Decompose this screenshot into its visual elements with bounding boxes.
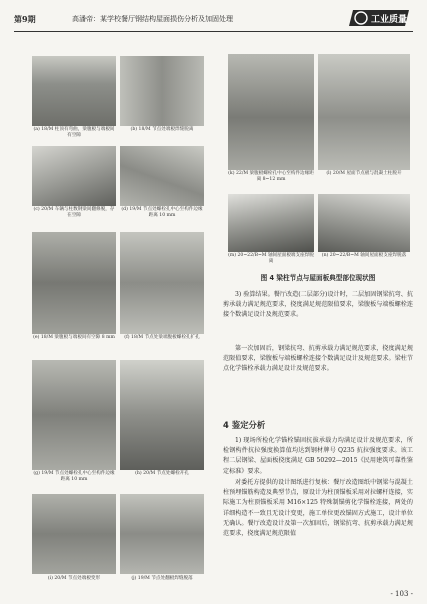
photo-e-image	[32, 232, 116, 334]
caption-c: (c) 20/M 车辆与柱数钢梁间翻修脱，存在空隙	[33, 207, 115, 218]
photo-k-image	[228, 54, 314, 170]
photo-f	[120, 232, 204, 352]
photo-a-image	[32, 56, 116, 126]
photo-e	[32, 232, 116, 352]
paragraph-1-text: 3) 验算结果。餐厅改造(二层部分)设计时，二层加固钢梁抗弯、抗剪承载力满足规范要求，挠度满足规范限值要求，梁腹板与端板螺栓连接个数满足设计及规范要求。	[223, 291, 413, 319]
running-title: 高潘帝：某学校餐厅钢结构屋面损伤分析及加固处理	[72, 15, 233, 23]
caption-a: (a) 18/M 柱顶有弯曲，梁腹板与端板间有空隙	[33, 127, 115, 138]
caption-g: (g) 19/M 节点处螺栓孔中心至构件边缘距离 10 mm	[33, 471, 115, 482]
photo-d-image	[120, 146, 204, 206]
figure-title: 图 4 梁柱节点与屋面板典型部位现状图	[260, 274, 376, 282]
photo-k	[228, 54, 314, 188]
page-number: - 103 -	[390, 590, 413, 598]
paragraph-4-text: 对委托方提供的设计图纸进行复核：餐厅改造图纸中钢梁与混凝土柱预埋锚筋构造及典型节点，原设计为柱顶锚板采用对拉螺杆连接，实际施工为柱顶锚板采用 M16×125 特殊制锚剪化学锚栓连接，两处的详细构造不一致且无设计变更，施工单位更改锚固方式施工，设计单位无确认。餐厅改造设计及第一次加固后，钢梁抗弯、抗剪承载力满足规范要求，挠度满足规范限值	[223, 479, 413, 538]
caption-i: (i) 20/M 节点处端板变形	[47, 576, 101, 581]
photo-n	[318, 194, 410, 268]
page-header	[14, 8, 413, 30]
caption-d: (d) 19/M 节点处螺栓孔中心至构件边缘距离 10 mm	[121, 207, 203, 218]
photo-c-image	[32, 146, 116, 206]
photo-l	[318, 54, 410, 188]
journal-logo	[349, 8, 413, 28]
paragraph-1	[223, 290, 413, 321]
photo-l-image	[318, 54, 410, 170]
photo-m-image	[228, 194, 314, 252]
caption-b: (b) 18/M 节点处端板焊缝脱离	[130, 127, 194, 132]
svg-text:工业质量: 工业质量	[371, 15, 408, 25]
caption-j: (j) 19/M 节点处翻板焊缝脱落	[131, 576, 193, 581]
paragraph-4	[223, 478, 413, 539]
photo-h	[120, 360, 204, 490]
issue-label: 第9期	[14, 14, 36, 24]
paragraph-3	[223, 436, 413, 477]
photo-n-image	[318, 194, 410, 252]
photo-g-image	[32, 360, 116, 470]
paragraph-3-text: 1) 现场所检化学锚栓锚固抗拔承载力均满足设计及规范要求，所检钢构件抗拉强度换算值均达到钢材牌号 Q235 抗拉强度要求。该工程二层钢梁、屋面板挠度满足 GB 50292—2015《民用建筑可靠性鉴定标准》要求。	[223, 437, 413, 475]
caption-k: (k) 22/M 梁腹板螺栓孔中心至构件边缘距离 8~12 mm	[228, 171, 314, 182]
paragraph-2	[223, 344, 413, 375]
photo-c	[32, 146, 116, 230]
header-rule	[14, 31, 413, 32]
caption-f: (f) 18/M 节点处梁端腹板螺栓孔扩孔	[124, 335, 200, 340]
paragraph-2-text: 第一次加固后，钢梁抗弯、抗剪承载力满足规范要求，挠度满足规范限值要求，梁腹板与端板螺栓连接个数满足设计及规范要求。梁柱节点化学锚栓承载力满足设计及规范要求。	[223, 345, 413, 373]
photo-m	[228, 194, 314, 268]
photo-i-image	[32, 494, 116, 574]
photo-h-image	[120, 360, 204, 470]
photo-j-image	[120, 494, 204, 574]
caption-n: (n) 20~22/B~M 轴间屋面板支座焊脱落	[321, 253, 407, 258]
caption-e: (e) 18/M 梁腹板与端板间有空隙 8 mm	[33, 335, 115, 340]
photo-f-image	[120, 232, 204, 334]
caption-m: (m) 20~22/B~M 轴间屋面板端支座焊脱离	[228, 253, 314, 264]
photo-d	[120, 146, 204, 230]
photo-j	[120, 494, 204, 590]
photo-i	[32, 494, 116, 590]
photo-b	[120, 56, 204, 140]
caption-h: (h) 20/M 节点处螺栓开孔	[135, 471, 189, 476]
caption-l: (l) 20/M 屋面节点板与混凝土柱脱开	[326, 171, 402, 176]
photo-g	[32, 360, 116, 490]
section-heading: 4 鉴定分析	[223, 420, 266, 430]
photo-b-image	[120, 56, 204, 126]
photo-a	[32, 56, 116, 140]
